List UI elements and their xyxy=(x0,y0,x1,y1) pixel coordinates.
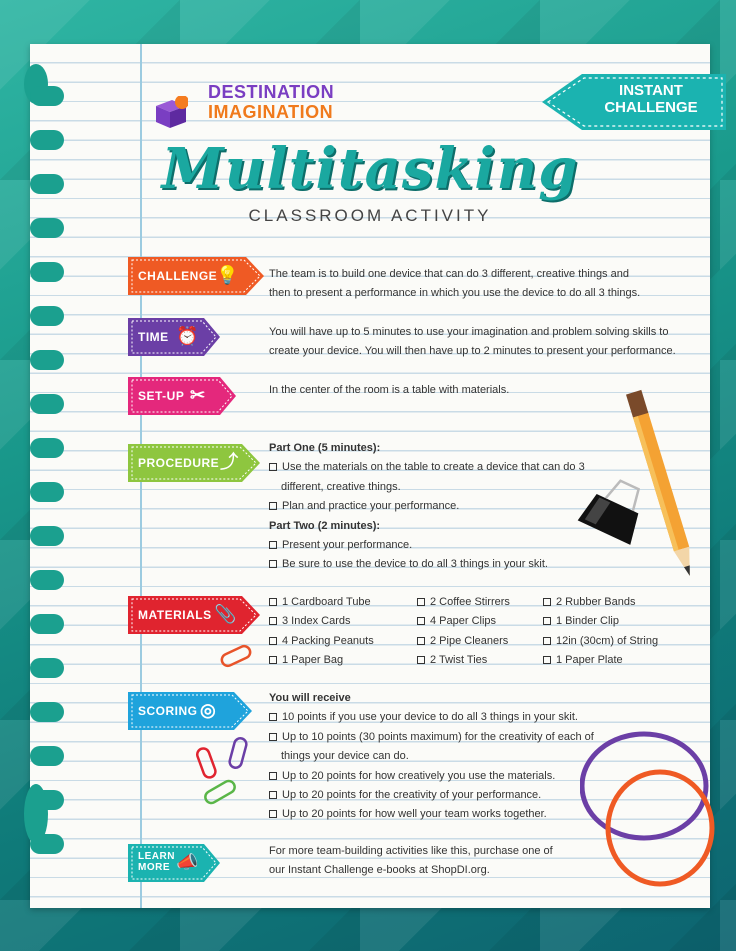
binder-clip-icon xyxy=(576,474,656,554)
material-item xyxy=(543,612,658,631)
material-item xyxy=(417,632,510,651)
scoring-item-cont: things your device can do. xyxy=(281,750,409,763)
material-item xyxy=(269,651,374,670)
part-two-heading: Part Two (2 minutes): xyxy=(269,519,381,532)
rubber-bands-icon xyxy=(580,730,718,890)
materials-column xyxy=(543,593,658,671)
procedure-item-text: Be sure to use the device to do all 3 things in your skit. xyxy=(282,558,548,571)
megaphone-icon: 📣 xyxy=(176,852,199,872)
material-text: 1 Paper Bag xyxy=(282,654,344,667)
procedure-item xyxy=(269,536,585,555)
material-text: 2 Rubber Bands xyxy=(556,596,636,608)
binder-hole xyxy=(30,306,64,326)
target-icon: ◎ xyxy=(200,700,217,720)
banner-line1: INSTANT xyxy=(619,82,683,99)
logo-text-imagination: IMAGINATION xyxy=(208,102,334,122)
material-item xyxy=(417,651,510,670)
checkbox-icon xyxy=(269,637,277,645)
materials-list xyxy=(269,593,689,673)
procedure-item xyxy=(269,497,585,516)
binder-hole xyxy=(30,262,64,282)
material-text: 2 Twist Ties xyxy=(430,654,488,667)
material-text: 12in (30cm) of String xyxy=(556,634,659,647)
setup-label: SET-UP xyxy=(138,389,185,403)
scoring-item xyxy=(269,728,594,747)
material-text: 3 Index Cards xyxy=(282,615,351,628)
checkbox-icon xyxy=(417,637,425,645)
checkbox-icon xyxy=(269,772,277,780)
material-item xyxy=(417,593,510,612)
checkbox-icon xyxy=(269,598,277,606)
paperclips-icon xyxy=(196,734,260,824)
challenge-text xyxy=(269,265,640,304)
binder-hole xyxy=(30,438,64,458)
destination-imagination-logo xyxy=(154,82,394,132)
learn-line: our Instant Challenge e-books at ShopDI.org. xyxy=(269,864,490,877)
banner-text xyxy=(592,82,710,116)
banner-line2: CHALLENGE xyxy=(604,99,698,116)
learn-line: For more team-building activities like this, purchase one of xyxy=(269,845,553,857)
challenge-line: The team is to build one device that can do 3 different, creative things and xyxy=(269,268,629,280)
time-tag xyxy=(128,318,220,356)
procedure-item-text: Present your performance. xyxy=(282,539,413,552)
time-text xyxy=(269,323,676,362)
learn-more-label xyxy=(138,851,175,873)
material-item xyxy=(543,651,658,670)
binder-hole xyxy=(30,702,64,722)
binder-hole xyxy=(30,570,64,590)
torn-edge xyxy=(24,784,48,844)
scoring-item-text: Up to 20 points for how well your team works together. xyxy=(282,808,547,821)
scoring-text xyxy=(269,689,594,825)
challenge-tag xyxy=(128,257,264,295)
scoring-item xyxy=(269,805,594,824)
instant-challenge-banner xyxy=(542,74,726,130)
learn-more-text xyxy=(269,842,553,881)
material-item xyxy=(543,632,658,651)
scoring-item-text: 10 points if you use your device to do all 3 things in your skit. xyxy=(282,711,578,724)
page-subtitle: CLASSROOM ACTIVITY xyxy=(248,206,492,225)
checkbox-icon xyxy=(417,598,425,606)
scoring-item xyxy=(269,786,594,805)
alarm-clock-icon: ⏰ xyxy=(176,326,199,346)
scoring-item xyxy=(269,708,594,727)
checkbox-icon xyxy=(269,733,277,741)
material-item xyxy=(269,632,374,651)
notebook-page xyxy=(30,44,710,908)
procedure-item xyxy=(269,458,585,477)
steps-icon: ⤴ xyxy=(220,452,239,472)
checkbox-icon xyxy=(269,541,277,549)
page-title: Multitasking xyxy=(161,136,579,202)
scoring-item-text: Up to 20 points for the creativity of your performance. xyxy=(282,789,542,802)
scoring-item xyxy=(269,767,594,786)
procedure-item-text: Use the materials on the table to create a device that can do 3 xyxy=(282,461,585,474)
checkbox-icon xyxy=(543,598,551,606)
procedure-tag xyxy=(128,444,260,482)
checkbox-icon xyxy=(543,656,551,664)
challenge-line: then to present a performance in which you use the device to do all 3 things. xyxy=(269,287,641,300)
material-item xyxy=(269,593,374,612)
checkbox-icon xyxy=(543,637,551,645)
materials-column xyxy=(269,593,374,671)
time-label: TIME xyxy=(138,330,169,344)
procedure-item-cont: different, creative things. xyxy=(281,480,401,493)
procedure-item-text: Plan and practice your performance. xyxy=(282,500,460,513)
setup-tag xyxy=(128,377,236,415)
checkbox-icon xyxy=(269,560,277,568)
checkbox-icon xyxy=(269,617,277,625)
lightbulb-icon: 💡 xyxy=(216,265,239,285)
logo-text-destination: DESTINATION xyxy=(208,82,335,102)
binder-hole xyxy=(30,482,64,502)
material-text: 4 Packing Peanuts xyxy=(282,634,374,647)
checkbox-icon xyxy=(417,656,425,664)
checkbox-icon xyxy=(417,617,425,625)
scoring-item-text: Up to 20 points for how creatively you use the materials. xyxy=(282,769,556,782)
learn-more-tag xyxy=(128,844,220,882)
paperclip-icon xyxy=(218,644,254,670)
materials-tag xyxy=(128,596,260,634)
checkbox-icon xyxy=(269,463,277,471)
binder-hole xyxy=(30,350,64,370)
material-text: 4 Paper Clips xyxy=(430,615,497,628)
material-item xyxy=(417,612,510,631)
material-text: 2 Pipe Cleaners xyxy=(430,634,509,647)
material-item xyxy=(543,593,658,612)
checkbox-icon xyxy=(269,713,277,721)
material-text: 1 Cardboard Tube xyxy=(282,596,371,608)
binder-hole xyxy=(30,658,64,678)
paperclip-icon: 📎 xyxy=(214,604,237,624)
material-text: 1 Paper Plate xyxy=(556,654,623,667)
crossed-tools-icon: ✂ xyxy=(190,385,206,405)
procedure-label: PROCEDURE xyxy=(138,456,220,470)
checkbox-icon xyxy=(269,791,277,799)
materials-column xyxy=(417,593,510,671)
materials-label: MATERIALS xyxy=(138,608,212,622)
checkbox-icon xyxy=(269,810,277,818)
binder-hole xyxy=(30,86,64,106)
scoring-label: SCORING xyxy=(138,704,198,718)
procedure-item xyxy=(269,555,585,574)
checkbox-icon xyxy=(269,502,277,510)
time-line: create your device. You will then have up to 2 minutes to present your performance. xyxy=(269,345,676,358)
challenge-label: CHALLENGE xyxy=(138,269,218,283)
setup-line: In the center of the room is a table with materials. xyxy=(269,384,510,396)
cube-logo-icon xyxy=(154,96,188,130)
learn-label-line: LEARN xyxy=(138,851,175,862)
scoring-item-text: Up to 10 points (30 points maximum) for the creativity of each of xyxy=(282,730,594,743)
time-line: You will have up to 5 minutes to use your imagination and problem solving skills to xyxy=(269,326,669,338)
scoring-intro: You will receive xyxy=(269,692,351,704)
material-text: 2 Coffee Stirrers xyxy=(430,596,510,608)
procedure-text xyxy=(269,439,585,575)
checkbox-icon xyxy=(269,656,277,664)
checkbox-icon xyxy=(543,617,551,625)
part-one-heading: Part One (5 minutes): xyxy=(269,442,381,454)
binder-hole xyxy=(30,526,64,546)
binder-hole xyxy=(30,394,64,414)
setup-text xyxy=(269,381,509,400)
learn-label-line: MORE xyxy=(138,862,170,873)
scoring-tag xyxy=(128,692,252,730)
binder-hole xyxy=(30,614,64,634)
material-text: 1 Binder Clip xyxy=(556,615,619,628)
material-item xyxy=(269,612,374,631)
binder-hole xyxy=(30,746,64,766)
